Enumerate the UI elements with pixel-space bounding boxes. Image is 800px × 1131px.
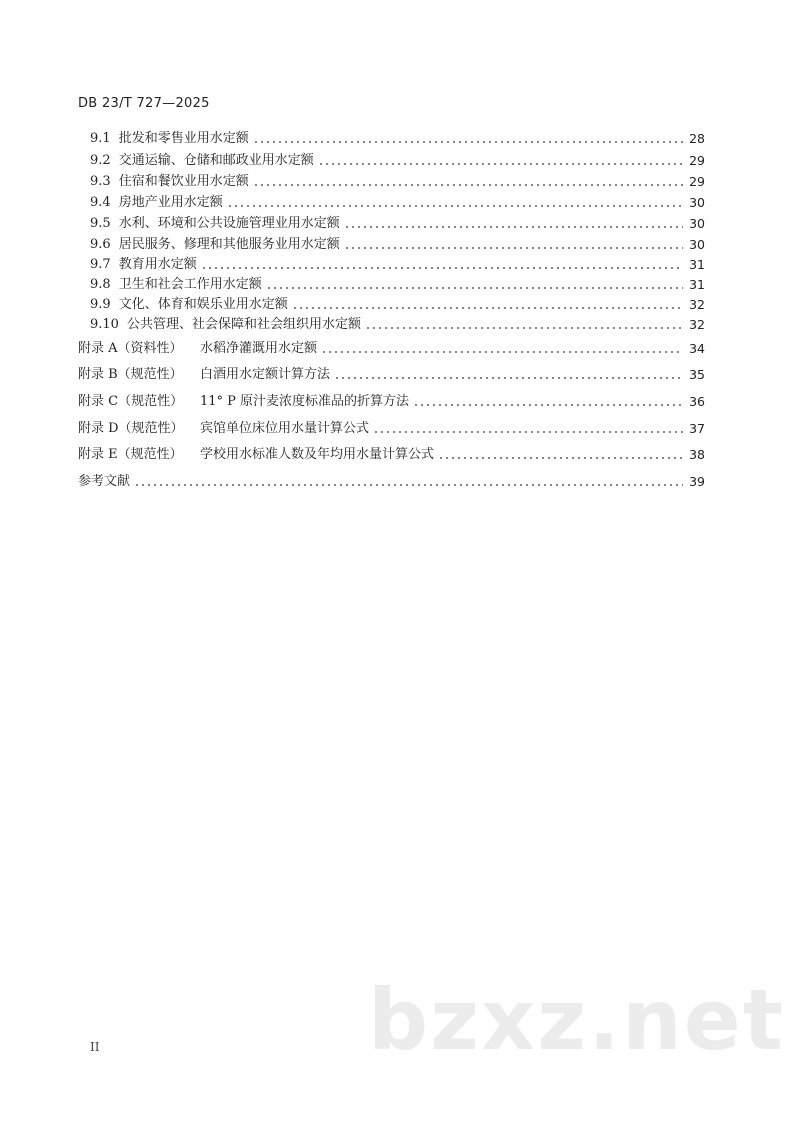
dot-leader xyxy=(373,431,683,433)
appendix-label: 附录 A（资料性） xyxy=(78,341,183,356)
appendix-title: 水稻净灌溉用水定额 xyxy=(200,341,318,356)
toc-entry-page: 28 xyxy=(689,131,705,146)
page-number: II xyxy=(90,1040,100,1054)
toc-entry[interactable] xyxy=(90,256,705,274)
toc-entry-page: 30 xyxy=(689,216,705,231)
appendix-title: 白酒用水定额计算方法 xyxy=(200,367,331,382)
toc-entry[interactable] xyxy=(90,173,705,191)
dot-leader xyxy=(334,377,683,379)
toc-entry-page: 32 xyxy=(689,297,705,312)
appendix-entry[interactable] xyxy=(78,446,705,464)
appendix-page: 38 xyxy=(689,447,705,462)
toc-entry-number: 9.5 xyxy=(90,216,111,231)
toc-entry[interactable] xyxy=(90,130,705,148)
dot-leader xyxy=(438,457,683,459)
dot-leader xyxy=(365,327,683,329)
appendix-label: 附录 D（规范性） xyxy=(78,421,184,436)
appendix-entry[interactable] xyxy=(78,366,705,384)
dot-leader xyxy=(292,307,683,309)
toc-entry-number: 9.3 xyxy=(90,174,111,189)
appendix-title: 宾馆单位床位用水量计算公式 xyxy=(200,421,370,436)
toc-entry-page: 30 xyxy=(689,237,705,252)
toc-entry[interactable] xyxy=(90,316,705,334)
appendix-label: 附录 E（规范性） xyxy=(78,447,183,462)
dot-leader xyxy=(344,226,683,228)
appendix-title: 学校用水标准人数及年均用水量计算公式 xyxy=(200,447,435,462)
toc-entry-number: 9.6 xyxy=(90,237,111,252)
toc-entry[interactable] xyxy=(90,296,705,314)
appendix-entry[interactable] xyxy=(78,393,705,411)
dot-leader xyxy=(318,163,683,165)
toc-entry[interactable] xyxy=(90,236,705,254)
toc-entry-number: 9.7 xyxy=(90,257,111,272)
toc-entry-title: 水利、环境和公共设施管理业用水定额 xyxy=(118,216,340,231)
dot-leader xyxy=(413,404,683,406)
toc-entry-title: 房地产业用水定额 xyxy=(118,195,223,210)
toc-entry[interactable] xyxy=(90,152,705,170)
dot-leader xyxy=(134,484,683,486)
appendix-entry[interactable] xyxy=(78,340,705,358)
toc-entry-number: 9.10 xyxy=(90,317,119,332)
watermark: bzxz.net xyxy=(368,971,785,1069)
appendix-label: 附录 C（规范性） xyxy=(78,394,184,409)
toc-entry-page: 32 xyxy=(689,317,705,332)
dot-leader xyxy=(253,184,683,186)
toc-entry-title: 文化、体育和娱乐业用水定额 xyxy=(118,297,288,312)
toc-entry[interactable] xyxy=(90,194,705,212)
toc-entry[interactable] xyxy=(90,215,705,233)
toc-entry-title: 公共管理、社会保障和社会组织用水定额 xyxy=(126,317,361,332)
dot-leader xyxy=(266,287,683,289)
toc-entry-page: 29 xyxy=(689,174,705,189)
toc-entry-title: 教育用水定额 xyxy=(118,257,197,272)
appendix-page: 36 xyxy=(689,394,705,409)
references-title: 参考文献 xyxy=(78,474,131,489)
toc-entry-page: 31 xyxy=(689,277,705,292)
toc-entry-title: 交通运输、仓储和邮政业用水定额 xyxy=(118,153,314,168)
document-id: DB 23/T 727—2025 xyxy=(78,96,210,111)
references-page: 39 xyxy=(689,474,705,489)
toc-entry-number: 9.8 xyxy=(90,277,111,292)
appendix-label: 附录 B（规范性） xyxy=(78,367,183,382)
toc-entry-number: 9.9 xyxy=(90,297,111,312)
dot-leader xyxy=(344,247,683,249)
toc-entry-page: 31 xyxy=(689,257,705,272)
toc-entry-page: 29 xyxy=(689,153,705,168)
toc-entry-title: 批发和零售业用水定额 xyxy=(118,131,249,146)
toc-entry-title: 居民服务、修理和其他服务业用水定额 xyxy=(118,237,340,252)
toc-entry-number: 9.1 xyxy=(90,131,111,146)
appendix-title: 11° P 原汁麦浓度标准品的折算方法 xyxy=(200,394,410,409)
toc-entry-title: 住宿和餐饮业用水定额 xyxy=(118,174,249,189)
toc-entry-number: 9.2 xyxy=(90,153,111,168)
dot-leader xyxy=(227,205,683,207)
dot-leader xyxy=(201,267,683,269)
appendix-page: 35 xyxy=(689,367,705,382)
toc-entry-title: 卫生和社会工作用水定额 xyxy=(118,277,262,292)
references-entry[interactable] xyxy=(78,473,705,491)
appendix-page: 34 xyxy=(689,341,705,356)
toc-entry-page: 30 xyxy=(689,195,705,210)
appendix-entry[interactable] xyxy=(78,420,705,438)
dot-leader xyxy=(321,351,683,353)
toc-entry-number: 9.4 xyxy=(90,195,111,210)
toc-entry[interactable] xyxy=(90,276,705,294)
appendix-page: 37 xyxy=(689,421,705,436)
dot-leader xyxy=(253,141,683,143)
